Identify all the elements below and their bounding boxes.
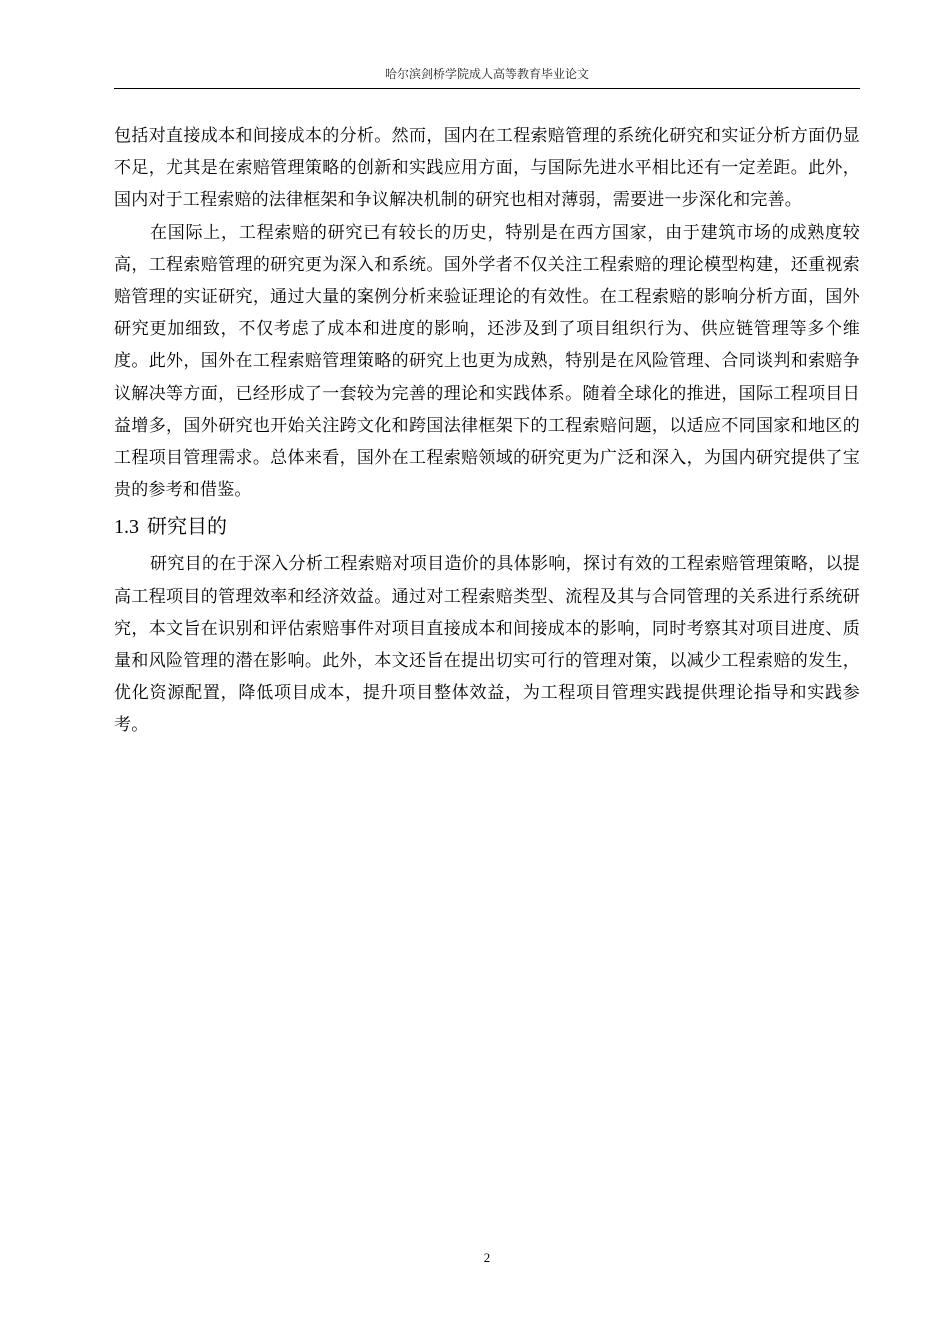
section-number: 1.3 — [114, 516, 139, 539]
header-title: 哈尔滨剑桥学院成人高等教育毕业论文 — [384, 67, 589, 81]
page-header — [114, 64, 860, 89]
section-heading-research-purpose — [114, 509, 860, 544]
page-number: 2 — [483, 1250, 491, 1265]
paragraph-research-purpose: 研究目的在于深入分析工程索赔对项目造价的具体影响，探讨有效的工程索赔管理策略，以提高工程项目的管理效率和经济效益。通过对工程索赔类型、流程及其与合同管理的关系进行系统研究，本文旨在识别和评估索赔事件对项目直接成本和间接成本的影响，同时考察其对项目进度、质量和风险管理的潜在影响。此外，本文还旨在提出切实可行的管理对策，以减少工程索赔的发生，优化资源配置，降低项目成本，提升项目整体效益，为工程项目管理实践提供理论指导和实践参考。 — [114, 554, 860, 736]
paragraph-domestic-research-continued: 包括对直接成本和间接成本的分析。然而，国内在工程索赔管理的系统化研究和实证分析方面仍显不足，尤其是在索赔管理策略的创新和实践应用方面，与国际先进水平相比还有一定差距。此外，国内对于工程索赔的法律框架和争议解决机制的研究也相对薄弱，需要进一步深化和完善。 — [114, 126, 860, 211]
document-body — [114, 120, 860, 742]
section-title: 研究目的 — [147, 514, 227, 539]
paragraph-international-research: 在国际上，工程索赔的研究已有较长的历史，特别是在西方国家，由于建筑市场的成熟度较高，工程索赔管理的研究更为深入和系统。国外学者不仅关注工程索赔的理论模型构建，还重视索赔管理的实证研究，通过大量的案例分析来验证理论的有效性。在工程索赔的影响分析方面，国外研究更加细致，不仅考虑了成本和进度的影响，还涉及到了项目组织行为、供应链管理等多个维度。此外，国外在工程索赔管理策略的研究上也更为成熟，特别是在风险管理、合同谈判和索赔争议解决等方面，已经形成了一套较为完善的理论和实践体系。随着全球化的推进，国际工程项目日益增多，国外研究也开始关注跨文化和跨国法律框架下的工程索赔问题，以适应不同国家和地区的工程项目管理需求。总体来看，国外在工程索赔领域的研究更为广泛和深入，为国内研究提供了宝贵的参考和借鉴。 — [114, 222, 860, 501]
